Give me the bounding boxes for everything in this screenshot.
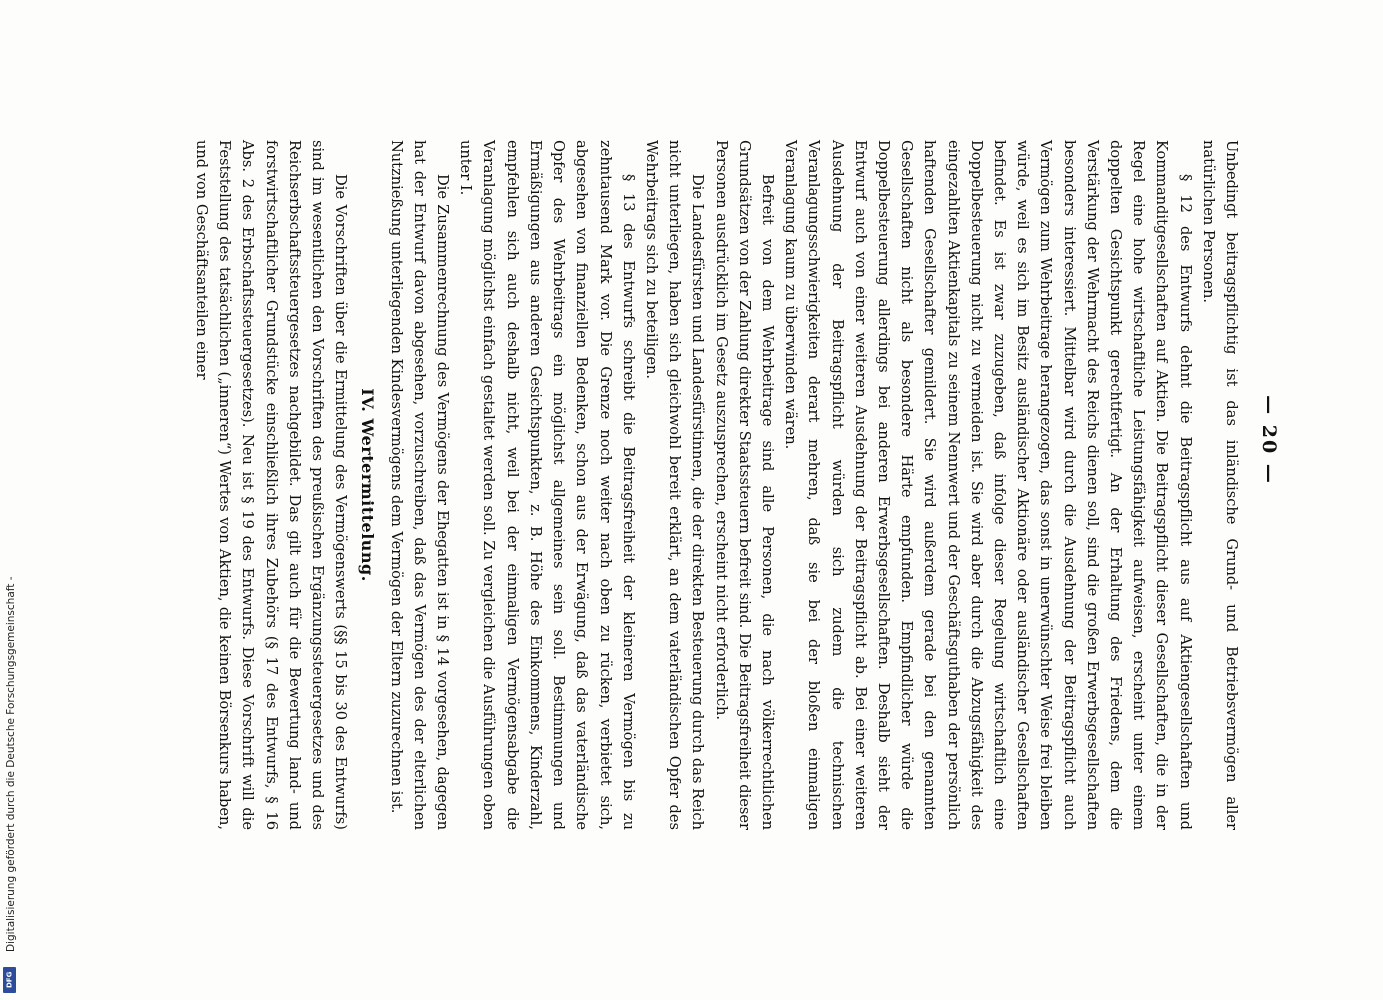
dfg-logo: DFG bbox=[3, 967, 16, 993]
digitization-note-text: Digitalisierung gefördert durch die Deutsche Forschungsgemeinschaft - bbox=[5, 576, 17, 952]
paragraph: Die Vorschriften über die Ermittelung des Vermögenswerts (§§ 15 bis 30 des Entwurfs) sind im wesentlichen den Vorschriften des preußischen Ergänzungssteuergesetzes und des Reichserbschaftssteuergesetzes nachgebildet. Das gilt auch für die Bewertung land- und forstwirtschaftlicher Grundstücke einschließlich ihres Zubehörs (§ 17 des Entwurfs, § 16 Abs. 2 des Erbschaftssteuergesetzes). Neu ist § 19 des Entwurfs. Diese Vorschrift will die Feststellung des tatsächlichen („inneren“) Wertes von Aktien, die keinen Börsenkurs haben, und von Geschäftsanteilen einer bbox=[193, 140, 350, 830]
paragraph: Die Landesfürsten und Landesfürstinnen, die der direkten Besteuerung durch das Reich nicht unterliegen, haben sich gleichwohl bereit erklärt, an dem vaterländischen Opfer des Wehrbeitrags sich zu beteiligen. bbox=[642, 140, 707, 830]
paragraph: Befreit von dem Wehrbeitrage sind alle Personen, die nach völkerrechtlichen Grundsätzen von der Zahlung direkter Staatssteuern befreit sind. Die Beitragsfreiheit dieser Personen ausdrücklich im Gesetz auszusprechen, erscheint nicht erforderlich. bbox=[712, 140, 776, 830]
page-number: — 20 — bbox=[1258, 395, 1280, 485]
body-text bbox=[190, 140, 1243, 830]
section-heading: IV. Wertermittelung. bbox=[358, 388, 378, 582]
paragraph: § 13 des Entwurfs schreibt die Beitragsfreiheit der kleineren Vermögen bis zu zehntausend Mark vor. Die Grenze noch weiter nach oben zu rücken, verbietet sich, abgesehen von finanziellen Bedenken, schon aus der Erwägung, daß das vaterländische Opfer des Wehrbeitrags ein möglichst allgemeines sein soll. Bestimmungen und Ermäßigungen aus anderen Gesichtspunkten, z. B. Höhe des Einkommens, Kinderzahl, empfehlen sich auch deshalb nicht, weil bei der einmaligen Vermögensabgabe die Veranlagung möglichst einfach gestaltet werden soll. Zu vergleichen die Ausführungen oben unter I. bbox=[457, 140, 637, 830]
paragraph: Unbedingt beitragspflichtig ist das inländische Grund- und Betriebsvermögen aller natürlichen Personen. bbox=[1199, 140, 1240, 830]
paragraph: Die Zusammenrechnung des Vermögens der Ehegatten ist in § 14 vorgesehen, dagegen hat der Entwurf davon abgesehen, vorzuschreiben, daß das Vermögen des der elterlichen Nutznießung unterliegenden Kindesvermögens dem Vermögen der Eltern zuzurechnen ist. bbox=[387, 140, 452, 830]
paragraph: § 12 des Entwurfs dehnt die Beitragspflicht aus auf Aktiengesellschaften und Kommanditgesellschaften auf Aktien. Die Beitragspflicht dieser Gesellschaften, die in der Regel eine hohe wirtschaftliche Leistungsfähigkeit aufweisen, erscheint unter einem doppelten Gesichtspunkt gerechtfertigt. An der Erhaltung des Friedens, dem die Verstärkung der Wehrmacht des Reichs dienen soll, sind die großen Erwerbsgesellschaften besonders interessiert. Mittelbar wird durch die Ausdehnung der Beitragspflicht auch Vermögen zum Wehrbeitrage herangezogen, das sonst in unerwünschter Weise frei bleiben würde, weil es sich im Besitz ausländischer Aktionäre oder ausländischer Gesellschaften befindet. Es ist zwar zuzugeben, daß infolge dieser Regelung wirtschaftlich eine Doppelbesteuerung nicht zu vermeiden ist. Sie wird aber durch die Abzugsfähigkeit des eingezahlten Aktienkapitals zu seinem Nennwert und der Geschäftsguthaben der persönlich haftenden Gesellschafter gemildert. Sie wird außerdem gerade bei den genannten Gesellschaften nicht als besondere Härte empfunden. Empfindlicher würde die Doppelbesteuerung allerdings bei anderen Erwerbsgesellschaften. Deshalb sieht der Entwurf auch von einer weiteren Ausdehnung der Beitragspflicht ab. Bei einer weiteren Ausdehnung der Beitragspflicht würden sich zudem die technischen Veranlagungsschwierigkeiten derart mehren, daß sie bei der bloßen einmaligen Veranlagung kaum zu überwinden wären. bbox=[782, 140, 1194, 830]
digitization-note bbox=[3, 20, 17, 980]
